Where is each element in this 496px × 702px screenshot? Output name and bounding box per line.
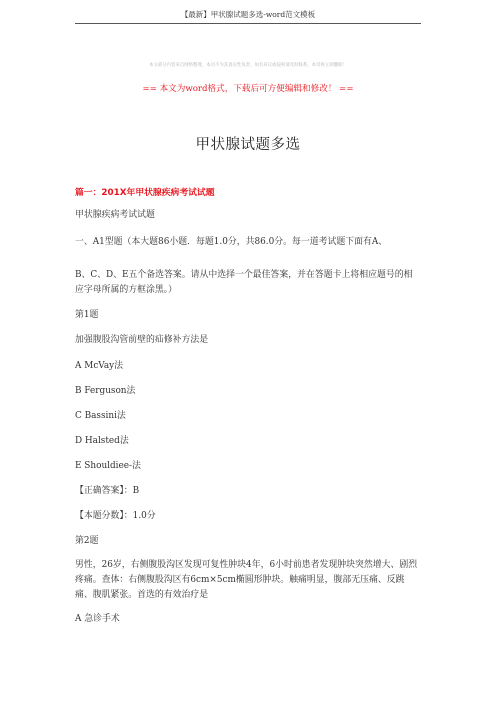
question-2-stem: 男性，26岁，右侧腹股沟区发现可复性肿块4年，6小时前患者发现肿块突然增大、剧烈疼痛。查体：右侧腹股沟区有6cm×5cm椭圆形肿块。触痛明显，腹部无压痛、反跳痛、腹肌紧张。首选的有效治疗是: [75, 560, 418, 600]
format-notice: == 本文为word格式，下载后可方便编辑和修改！ ==: [142, 84, 354, 94]
section-heading: 篇一：201X年甲状腺疾病考试试题: [75, 188, 215, 198]
question-1-option-b: B Ferguson法: [75, 386, 136, 396]
question-1-option-a: A McVay法: [75, 361, 124, 371]
header-divider: [75, 23, 421, 24]
question-1-option-e: E Shouldiee-法: [75, 461, 141, 471]
document-title: 甲状腺试题多选: [195, 137, 301, 153]
question-1-stem: 加强腹股沟管前壁的疝修补方法是: [75, 335, 209, 345]
question-1-option-c: C Bassini法: [75, 411, 126, 421]
question-1-answer: 【正确答案】：B: [75, 486, 140, 496]
paragraph-instructions-2: B、C、D、E五个备选答案。请从中选择一个最佳答案，并在答题卡上将相应题号的相应字母所属的方框涂黑。）: [75, 270, 413, 295]
page-header-title: 【最新】甲状腺试题多选-word范文模板: [180, 10, 316, 19]
question-1-option-d: D Halsted法: [75, 436, 129, 446]
question-1-number: 第1题: [75, 310, 99, 320]
paragraph-intro: 甲状腺疾病考试试题: [75, 210, 155, 220]
question-2-option-a: A 急诊手术: [75, 614, 120, 624]
question-1-score: 【本题分数】：1.0分: [75, 511, 156, 521]
disclaimer-text: 本文部分内容来自网络整理，本司不为其真实性负责，如有异议或侵权请及时联系，本司将立即删除！: [149, 63, 347, 68]
paragraph-instructions-1: 一、A1型题（本大题86小题．每题1.0分，共86.0分。每一道考试题下面有A、: [75, 237, 388, 247]
question-2-number: 第2题: [75, 536, 99, 546]
